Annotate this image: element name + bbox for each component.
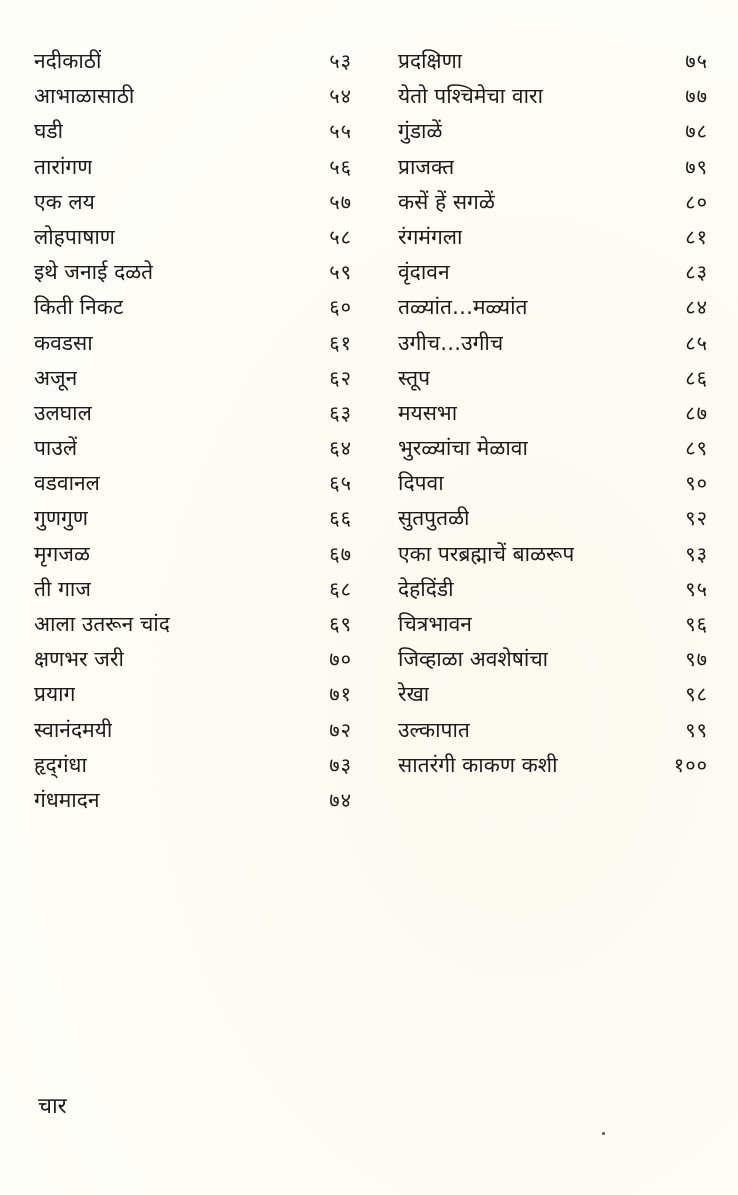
toc-entry-title: आला उतरून चांद	[34, 612, 170, 636]
toc-entry-page-number: ७७	[685, 84, 708, 109]
toc-entry-page-number: ६७	[329, 541, 352, 566]
toc-entry-title: सातरंगी काकण कशी	[398, 752, 558, 777]
toc-entry-title: रंगमंगला	[398, 224, 463, 249]
toc-entry	[34, 79, 352, 114]
toc-entry	[34, 677, 352, 712]
toc-entry-title: स्तूप	[398, 365, 431, 390]
toc-entry-title: गुणगुण	[34, 506, 89, 531]
toc-entry-page-number: ७४	[329, 787, 352, 812]
toc-entry	[34, 713, 352, 748]
toc-entry-title: घडी	[34, 119, 64, 144]
toc-entry-page-number: ९७	[685, 647, 708, 672]
toc-entry	[34, 185, 352, 220]
toc-entry-page-number: ७३	[329, 752, 352, 777]
toc-entry-page-number: ७८	[685, 119, 708, 144]
toc-entry-page-number: ९३	[685, 541, 708, 566]
toc-entry-page-number: ७०	[329, 647, 352, 672]
toc-entry	[34, 501, 352, 536]
toc-entry-page-number: ६८	[329, 576, 352, 601]
toc-entry-title: नदीकाठीं	[34, 49, 102, 73]
toc-entry-page-number: ५५	[329, 119, 352, 144]
toc-entry	[398, 255, 708, 290]
toc-entry-page-number: ८९	[685, 436, 708, 461]
toc-entry-title: तळ्यांत…मळ्यांत	[398, 295, 528, 320]
toc-entry-title: आभाळासाठी	[34, 84, 135, 109]
toc-entry-page-number: ९९	[685, 717, 708, 742]
toc-column-left	[34, 44, 352, 818]
toc-entry	[34, 361, 352, 396]
toc-entry	[34, 748, 352, 783]
toc-entry-title: येतो पश्चिमेचा वारा	[398, 84, 544, 109]
toc-entry-title: पाउलें	[34, 436, 78, 461]
toc-entry-title: गुंडाळें	[398, 119, 443, 144]
toc-entry-title: सुतपुतळी	[398, 506, 470, 531]
toc-entry	[398, 361, 708, 396]
toc-entry-page-number: ९५	[685, 576, 708, 601]
toc-entry-title: इथे जनाई दळते	[34, 260, 154, 285]
toc-entry-title: क्षणभर जरी	[34, 647, 124, 672]
toc-entry-page-number: ६४	[329, 436, 352, 461]
toc-entry	[398, 572, 708, 607]
toc-entry-page-number: ९८	[685, 682, 708, 707]
toc-entry-page-number: ८१	[685, 224, 708, 249]
toc-entry	[34, 642, 352, 677]
toc-entry	[398, 79, 708, 114]
toc-entry-page-number: ८७	[685, 400, 708, 425]
toc-entry-title: प्राजक्त	[398, 154, 455, 179]
toc-entry-page-number: ५४	[329, 84, 352, 109]
toc-entry	[398, 220, 708, 255]
toc-entry-page-number: ८०	[685, 189, 708, 214]
toc-entry	[34, 572, 352, 607]
toc-entry-page-number: ६९	[329, 612, 352, 636]
toc-entry	[34, 290, 352, 325]
toc-entry	[398, 748, 708, 783]
toc-entry-title: एका परब्रह्माचें बाळरूप	[398, 541, 575, 566]
toc-entry-page-number: ६५	[329, 471, 352, 496]
toc-column-right	[398, 44, 708, 783]
toc-entry	[398, 150, 708, 185]
toc-entry	[34, 783, 352, 818]
toc-entry	[398, 537, 708, 572]
toc-entry-title: हृद्‌गंधा	[34, 752, 87, 777]
toc-entry	[398, 396, 708, 431]
toc-entry	[34, 431, 352, 466]
toc-entry-page-number: १००	[673, 752, 708, 777]
toc-entry-title: उगीच…उगीच	[398, 330, 504, 355]
toc-entry	[398, 290, 708, 325]
toc-entry-page-number: ८६	[685, 365, 708, 390]
toc-entry	[34, 396, 352, 431]
toc-entry-title: ती गाज	[34, 576, 91, 601]
toc-entry-title: स्वानंदमयी	[34, 717, 113, 742]
toc-entry	[34, 466, 352, 501]
toc-entry-page-number: ७५	[685, 49, 708, 73]
toc-entry-title: कवडसा	[34, 330, 93, 355]
toc-entry-title: एक लय	[34, 189, 95, 214]
toc-entry-title: वडवानल	[34, 471, 100, 496]
toc-entry-page-number: ५७	[329, 189, 352, 214]
toc-entry	[398, 44, 708, 79]
toc-entry	[34, 326, 352, 361]
toc-entry-page-number: ६६	[329, 506, 352, 531]
toc-entry-page-number: ९०	[685, 471, 708, 496]
toc-entry-title: प्रदक्षिणा	[398, 49, 463, 73]
toc-entry-page-number: ६३	[329, 400, 352, 425]
toc-entry-title: भुरळ्यांचा मेळावा	[398, 436, 528, 461]
toc-entry-page-number: ७९	[685, 154, 708, 179]
toc-entry-page-number: ५३	[329, 49, 352, 73]
toc-entry-title: उल्कापात	[398, 717, 470, 742]
toc-entry	[398, 326, 708, 361]
toc-entry-page-number: ८३	[685, 260, 708, 285]
toc-entry-page-number: ७१	[329, 682, 352, 707]
toc-entry	[34, 255, 352, 290]
toc-entry-title: चित्रभावन	[398, 612, 472, 636]
toc-entry	[398, 185, 708, 220]
toc-entry-title: प्रयाग	[34, 682, 76, 707]
toc-entry-title: तारांगण	[34, 154, 93, 179]
toc-entry-title: अजून	[34, 365, 78, 390]
toc-entry	[34, 537, 352, 572]
toc-entry	[398, 431, 708, 466]
toc-entry	[34, 114, 352, 149]
page-number-footer: चार	[38, 1094, 67, 1119]
toc-entry-page-number: ८४	[685, 295, 708, 320]
toc-entry	[398, 607, 708, 642]
toc-entry-title: दिपवा	[398, 471, 444, 496]
toc-entry-page-number: ९६	[685, 612, 708, 636]
toc-entry-title: मयसभा	[398, 400, 458, 425]
toc-entry	[398, 114, 708, 149]
toc-entry-page-number: ६२	[329, 365, 352, 390]
toc-entry-page-number: ७२	[329, 717, 352, 742]
toc-entry	[398, 501, 708, 536]
toc-entry-title: मृगजळ	[34, 541, 90, 566]
toc-entry-title: जिव्हाळा अवशेषांचा	[398, 647, 549, 672]
toc-entry-title: देहदिंडी	[398, 576, 454, 601]
toc-entry	[34, 150, 352, 185]
toc-entry	[398, 713, 708, 748]
toc-entry-page-number: ५९	[329, 260, 352, 285]
toc-entry-title: कसें हें सगळें	[398, 189, 495, 214]
toc-entry-title: उलघाल	[34, 400, 92, 425]
toc-entry	[34, 44, 352, 79]
toc-entry-page-number: ५८	[329, 224, 352, 249]
toc-entry-page-number: ६०	[329, 295, 352, 320]
toc-entry	[398, 642, 708, 677]
toc-entry-title: गंधमादन	[34, 787, 100, 812]
toc-entry	[34, 607, 352, 642]
toc-entry-page-number: ९२	[685, 506, 708, 531]
paper-speck	[602, 1132, 605, 1135]
toc-entry-title: वृंदावन	[398, 260, 450, 285]
toc-entry-title: लोहपाषाण	[34, 224, 115, 249]
toc-entry	[398, 466, 708, 501]
toc-entry-page-number: ५६	[329, 154, 352, 179]
toc-entry	[398, 677, 708, 712]
toc-entry-page-number: ६१	[329, 330, 352, 355]
toc-entry-title: किती निकट	[34, 295, 124, 320]
toc-entry	[34, 220, 352, 255]
toc-entry-page-number: ८५	[685, 330, 708, 355]
toc-entry-title: रेखा	[398, 682, 430, 707]
